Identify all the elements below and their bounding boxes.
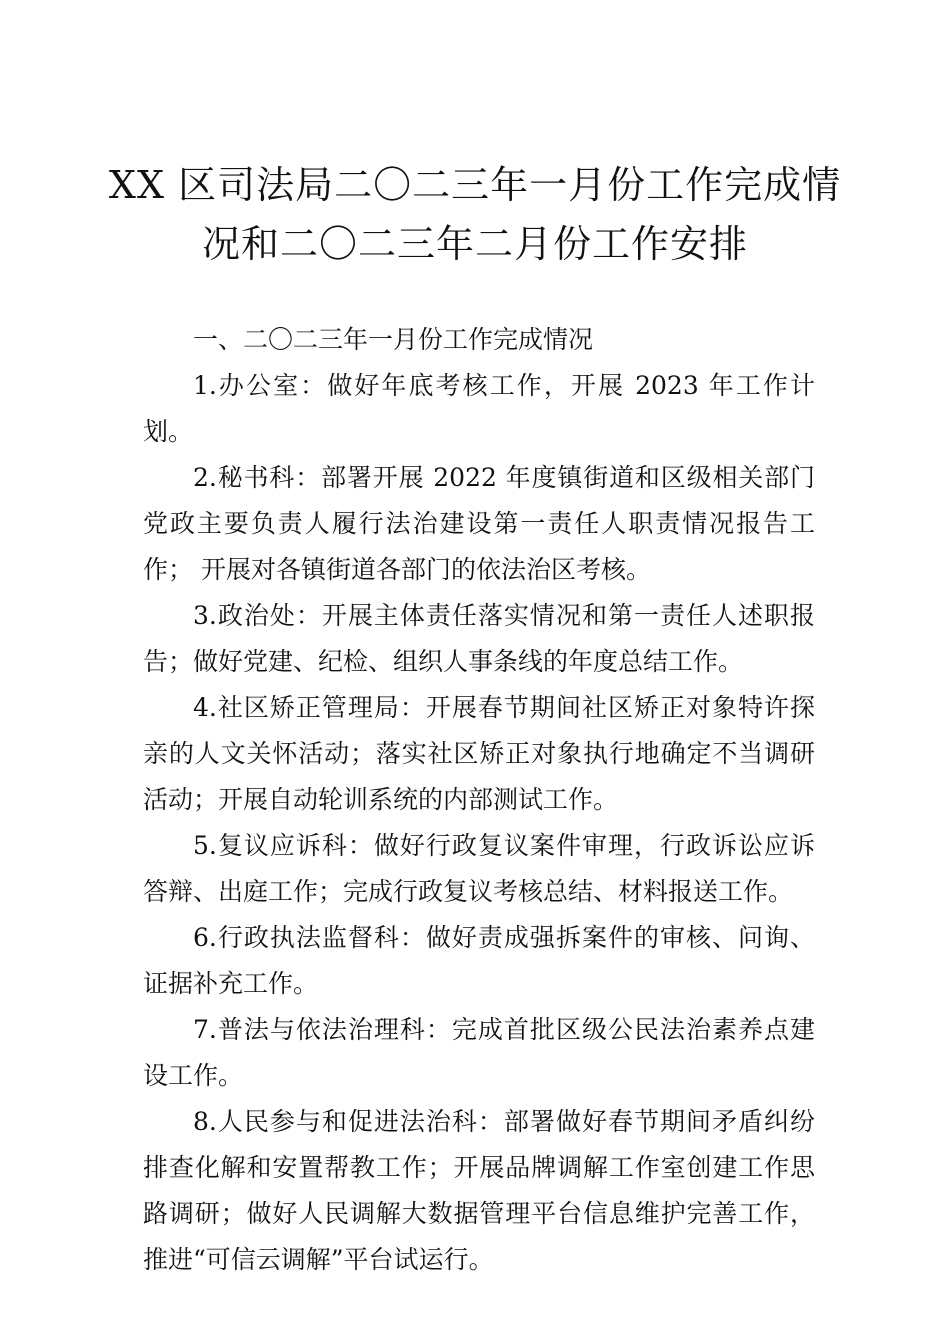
document-title-line-2: 况和二〇二三年二月份工作安排 bbox=[201, 222, 748, 266]
paragraph-community-correction: 4.社区矫正管理局：开展春节期间社区矫正对象特许探亲的人文关怀活动；落实社区矫正对象执行地确定不当调研活动；开展自动轮训系统的内部测试工作。 bbox=[143, 693, 815, 814]
document-body bbox=[143, 317, 815, 1283]
paragraph-political-office: 3.政治处：开展主体责任落实情况和第一责任人述职报告；做好党建、纪检、组织人事条线的年度总结工作。 bbox=[143, 601, 815, 676]
document-title-line-1: XX 区司法局二〇二三年一月份工作完成情 bbox=[108, 163, 842, 207]
paragraph-secretariat: 2.秘书科：部署开展 2022 年度镇街道和区级相关部门党政主要负责人履行法治建设第一责任人职责情况报告工作； 开展对各镇街道各部门的依法治区考核。 bbox=[143, 463, 815, 584]
paragraph-reconsideration: 5.复议应诉科：做好行政复议案件审理，行政诉讼应诉答辩、出庭工作；完成行政复议考核总结、材料报送工作。 bbox=[143, 831, 815, 906]
paragraph-legal-education: 7.普法与依法治理科：完成首批区级公民法治素养点建设工作。 bbox=[143, 1015, 815, 1090]
paragraph-enforcement-supervision: 6.行政执法监督科：做好责成强拆案件的审核、问询、证据补充工作。 bbox=[143, 923, 815, 998]
paragraph-public-participation: 8.人民参与和促进法治科：部署做好春节期间矛盾纠纷排查化解和安置帮教工作；开展品牌调解工作室创建工作思路调研；做好人民调解大数据管理平台信息维护完善工作， 推进“可信云调解”平台试运行。 bbox=[143, 1107, 815, 1274]
section-heading: 一、二〇二三年一月份工作完成情况 bbox=[193, 325, 594, 354]
paragraph-office: 1.办公室：做好年底考核工作，开展 2023 年工作计划。 bbox=[143, 371, 815, 446]
